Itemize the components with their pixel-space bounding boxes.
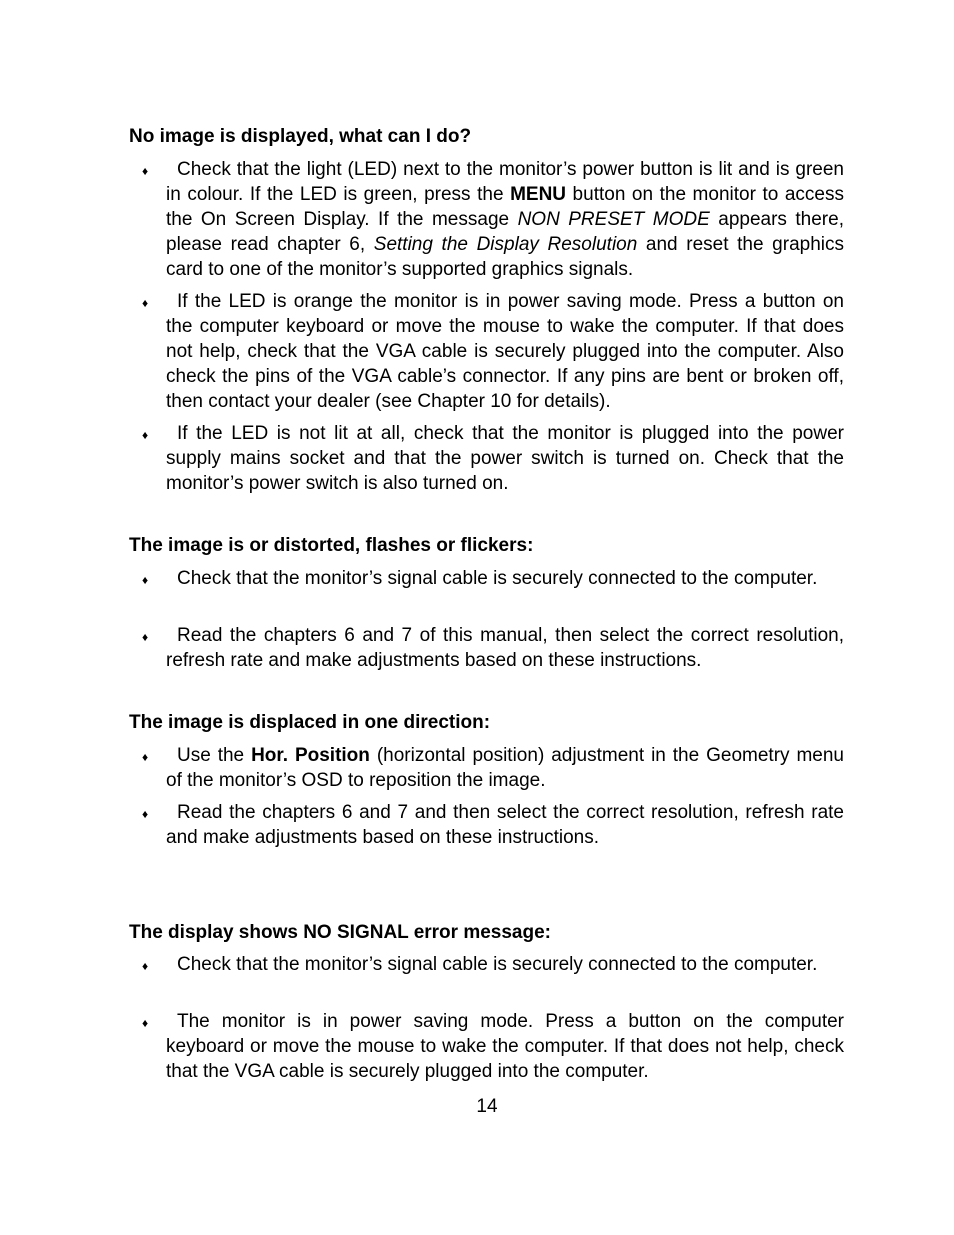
list-item: If the LED is orange the monitor is in power saving mode. Press a button on the computer keyboard or move the mouse to wake the computer. If that does not help, check that the VGA cable is securely plugged into the computer. Also check the pins of the VGA cable’s connector. If any pins are bent or broken off, then contact your dealer (see Chapter 10 for details).	[166, 291, 844, 412]
list-item: Read the chapters 6 and 7 and then select the correct resolution, refresh rate and make adjustments based on these instructions.	[166, 802, 844, 848]
italic-term: NON PRESET MODE	[517, 209, 710, 230]
section-heading: The image is displaced in one direction:	[129, 712, 491, 733]
bullet-icon: ♦	[141, 1016, 149, 1030]
section-heading: No image is displayed, what can I do?	[129, 126, 472, 147]
list-item: Check that the monitor’s signal cable is securely connected to the computer.	[177, 954, 818, 975]
list-item: Check that the light (LED) next to the monitor’s power button is lit and is green in colour. If the LED is green, press the MENU button on the monitor to access the On Screen Display. If the message NON PRESET MODE appears there, please read chapter 6, Setting the Display Resolution and reset the graphics card to one of the monitor’s supported graphics signals.	[166, 159, 844, 280]
bullet-icon: ♦	[141, 807, 149, 821]
bullet-icon: ♦	[141, 164, 149, 178]
section-heading: The display shows NO SIGNAL error message:	[129, 922, 551, 943]
bullet-icon: ♦	[141, 573, 149, 587]
bullet-icon: ♦	[141, 959, 149, 973]
bullet-icon: ♦	[141, 428, 149, 442]
list-item: The monitor is in power saving mode. Press a button on the computer keyboard or move the mouse to wake the computer. If that does not help, check that the VGA cable is securely plugged into the computer.	[166, 1011, 844, 1082]
list-item: Read the chapters 6 and 7 of this manual, then select the correct resolution, refresh rate and make adjustments based on these instructions.	[166, 625, 844, 671]
bullet-icon: ♦	[141, 630, 149, 644]
list-item: If the LED is not lit at all, check that the monitor is plugged into the power supply mains socket and that the power switch is turned on. Check that the monitor’s power switch is also turned on.	[166, 423, 844, 494]
italic-term: Setting the Display Resolution	[373, 234, 638, 255]
bold-term: Hor. Position	[251, 745, 370, 766]
section-heading: The image is or distorted, flashes or flickers:	[129, 535, 534, 556]
bold-term: MENU	[510, 184, 567, 205]
bullet-icon: ♦	[141, 750, 149, 764]
list-item: Check that the monitor’s signal cable is securely connected to the computer.	[177, 568, 818, 589]
page-number: 14	[476, 1096, 498, 1117]
list-item: Use the Hor. Position (horizontal position) adjustment in the Geometry menu of the monitor’s OSD to reposition the image.	[166, 745, 844, 791]
bullet-icon: ♦	[141, 296, 149, 310]
